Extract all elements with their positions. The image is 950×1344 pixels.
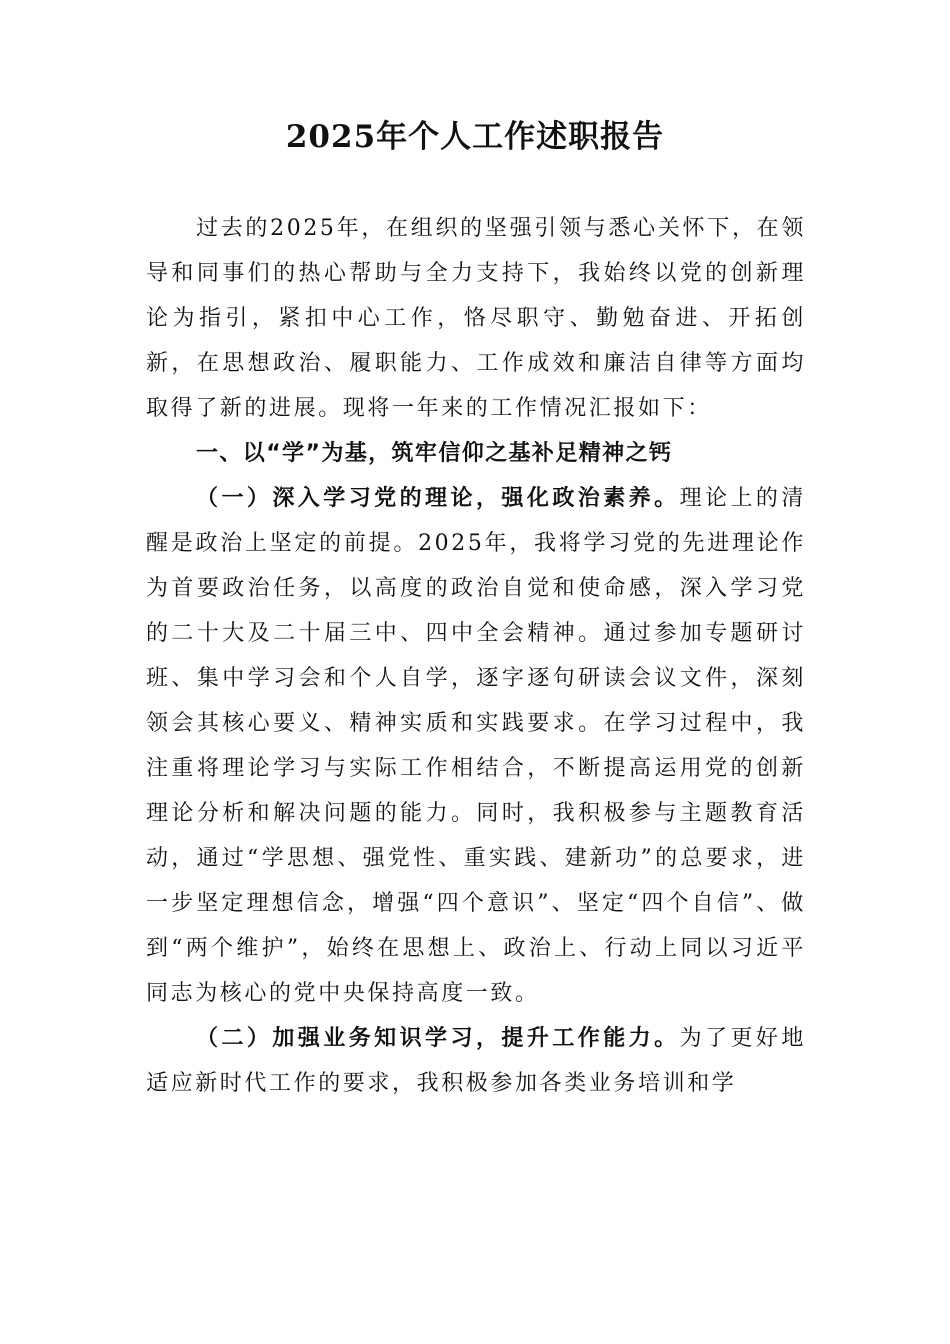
intro-paragraph: 过去的2025年，在组织的坚强引领与悉心关怀下，在领导和同事们的热心帮助与全力支持下，我始终以党的创新理论为指引，紧扣中心工作，恪尽职守、勤勉奋进、开拓创新，在思想政治、履职能力、工作成效和廉洁自律等方面均取得了新的进展。现将一年来的工作情况汇报如下：: [146, 216, 806, 421]
subsection-2-lead: （二）加强业务知识学习，提升工作能力。: [196, 1025, 680, 1051]
subsection-1-lead: （一）深入学习党的理论，强化政治素养。: [196, 485, 680, 511]
subsection-2-paragraph: [146, 1016, 806, 1106]
subsection-2-text: 为了更好地适应新时代工作的要求，我积极参加各类业务培训和学: [146, 1026, 806, 1096]
subsection-1-text: 理论上的清醒是政治上坚定的前提。2025年，我将学习党的先进理论作为首要政治任务，以高度的政治自觉和使命感，深入学习党的二十大及二十届三中、四中全会精神。通过参加专题研讨班、集中学习会和个人自学，逐字逐句研读会议文件，深刻领会其核心要义、精神实质和实践要求。在学习过程中，我注重将理论学习与实际工作相结合，不断提高运用党的创新理论分析和解决问题的能力。同时，我积极参与主题教育活动，通过“学思想、强党性、重实践、建新功”的总要求，进一步坚定理想信念，增强“四个意识”、坚定“四个自信”、做到“两个维护”，始终在思想上、政治上、行动上同以习近平同志为核心的党中央保持高度一致。: [146, 486, 806, 1006]
document-body: [146, 206, 806, 1106]
section-heading-1: 一、以“学”为基，筑牢信仰之基补足精神之钙: [196, 441, 673, 466]
subsection-1-paragraph: [146, 476, 806, 1016]
document-title: 2025年个人工作述职报告: [285, 119, 665, 155]
